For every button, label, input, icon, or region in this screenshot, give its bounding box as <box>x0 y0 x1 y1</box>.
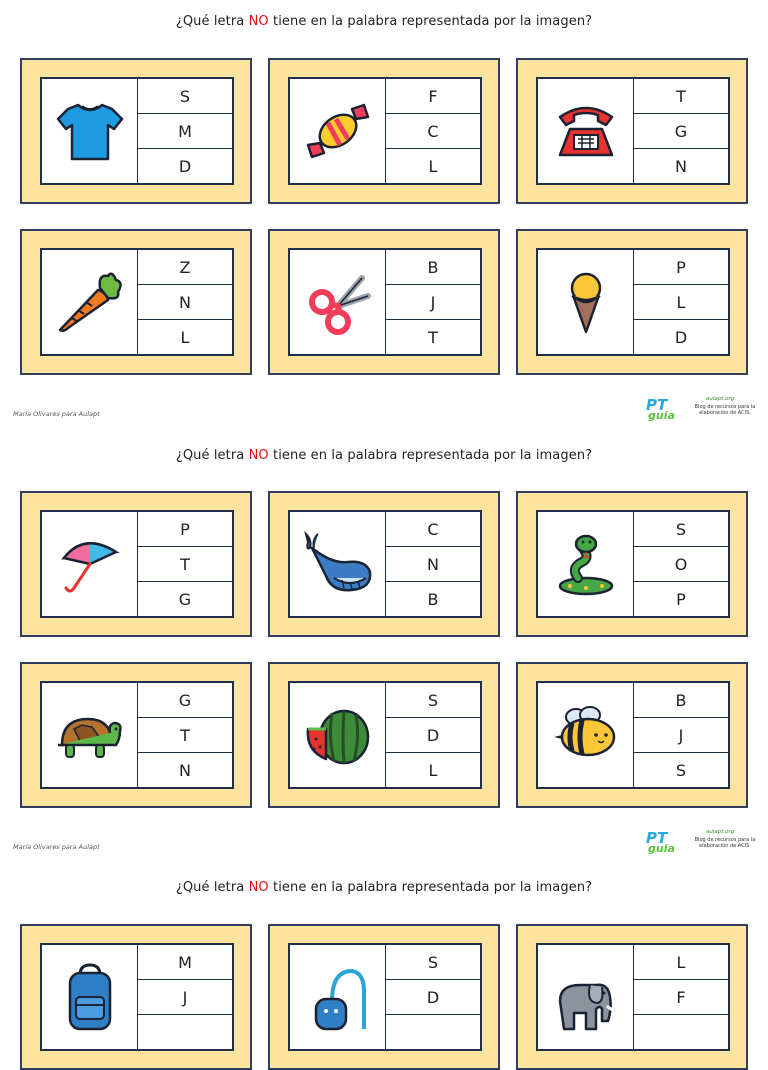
letter-option[interactable]: D <box>386 980 480 1015</box>
letter-option[interactable]: J <box>634 718 728 753</box>
logo-guia: guia <box>648 409 675 422</box>
letter-option[interactable]: S <box>634 512 728 547</box>
author-credit: María Olivares para Aulapt <box>13 410 100 418</box>
card-turtle <box>20 662 252 808</box>
letter-option[interactable]: L <box>428 156 438 176</box>
card-candy <box>268 58 500 204</box>
logo-url: aulapt.org <box>706 396 735 402</box>
letter-option[interactable]: L <box>634 285 728 320</box>
letter-option[interactable]: N <box>675 156 687 176</box>
letter-option[interactable]: D <box>386 718 480 753</box>
card-ice-cream <box>516 229 748 375</box>
logo-guia: guia <box>648 842 675 855</box>
letter-option[interactable]: N <box>179 760 191 780</box>
letter-option[interactable]: G <box>634 114 728 149</box>
ice-cream-icon <box>550 266 622 338</box>
letter-option[interactable]: S <box>675 760 687 780</box>
letter-option[interactable]: P <box>676 589 686 609</box>
letter-option[interactable]: G <box>178 589 192 609</box>
letter-option[interactable]: B <box>427 589 439 609</box>
turtle-icon <box>54 699 126 771</box>
letter-option[interactable]: S <box>386 683 480 718</box>
logo-pt: PT <box>646 829 668 847</box>
card-telephone <box>516 58 748 204</box>
card-snake <box>516 491 748 637</box>
letter-option[interactable]: L <box>634 945 728 980</box>
letter-option[interactable]: T <box>634 79 728 114</box>
letter-option[interactable]: F <box>386 79 480 114</box>
letter-option[interactable]: Z <box>138 250 232 285</box>
author-credit: María Olivares para Aulapt <box>13 843 100 851</box>
question-text: ¿Qué letra NO tiene en la palabra representada por la imagen? <box>175 448 593 463</box>
letter-option[interactable]: M <box>138 945 232 980</box>
letter-option[interactable]: J <box>138 980 232 1015</box>
letter-option[interactable]: M <box>138 114 232 149</box>
letter-option[interactable]: F <box>634 980 728 1015</box>
question-text: ¿Qué letra NO tiene en la palabra representada por la imagen? <box>175 14 593 29</box>
card-bee <box>516 662 748 808</box>
card-backpack <box>20 924 252 1070</box>
letter-option[interactable]: N <box>386 547 480 582</box>
carrot-icon <box>54 266 126 338</box>
letter-option[interactable]: S <box>386 945 480 980</box>
vacuum-icon <box>302 961 374 1033</box>
letter-option[interactable]: L <box>428 760 438 780</box>
card-tshirt <box>20 58 252 204</box>
watermelon-icon <box>302 699 374 771</box>
card-whale <box>268 491 500 637</box>
letter-option[interactable]: T <box>138 718 232 753</box>
letter-option[interactable]: J <box>386 285 480 320</box>
umbrella-icon <box>54 528 126 600</box>
logo-url: aulapt.org <box>706 829 735 835</box>
elephant-icon <box>550 961 622 1033</box>
logo-pt: PT <box>646 396 668 414</box>
logo-text: Blog de recursos para la elaboración de ACIS. <box>694 837 756 849</box>
letter-option[interactable]: N <box>138 285 232 320</box>
letter-option[interactable] <box>138 1015 232 1049</box>
card-watermelon <box>268 662 500 808</box>
snake-icon <box>550 528 622 600</box>
letter-option[interactable]: P <box>138 512 232 547</box>
letter-option[interactable]: L <box>180 327 190 347</box>
letter-option[interactable] <box>634 1015 728 1049</box>
letter-option[interactable]: C <box>386 114 480 149</box>
letter-option[interactable] <box>386 1015 480 1049</box>
question-text: ¿Qué letra NO tiene en la palabra representada por la imagen? <box>175 880 593 895</box>
aulapt-logo[interactable] <box>646 396 756 426</box>
telephone-icon <box>550 95 622 167</box>
whale-icon <box>302 528 374 600</box>
backpack-icon <box>54 961 126 1033</box>
logo-text: Blog de recursos para la elaboración de ACIS. <box>694 404 756 416</box>
tshirt-icon <box>54 95 126 167</box>
card-elephant <box>516 924 748 1070</box>
scissors-icon <box>302 266 374 338</box>
letter-option[interactable]: D <box>178 156 192 176</box>
card-umbrella <box>20 491 252 637</box>
letter-option[interactable]: B <box>386 250 480 285</box>
card-carrot <box>20 229 252 375</box>
letter-option[interactable]: C <box>386 512 480 547</box>
letter-option[interactable]: S <box>138 79 232 114</box>
letter-option[interactable]: D <box>674 327 688 347</box>
card-vacuum <box>268 924 500 1070</box>
letter-option[interactable]: P <box>634 250 728 285</box>
aulapt-logo[interactable] <box>646 829 756 859</box>
letter-option[interactable]: G <box>138 683 232 718</box>
card-scissors <box>268 229 500 375</box>
letter-option[interactable]: B <box>634 683 728 718</box>
letter-option[interactable]: O <box>634 547 728 582</box>
candy-icon <box>302 95 374 167</box>
letter-option[interactable]: T <box>138 547 232 582</box>
bee-icon <box>550 699 622 771</box>
letter-option[interactable]: T <box>428 327 438 347</box>
